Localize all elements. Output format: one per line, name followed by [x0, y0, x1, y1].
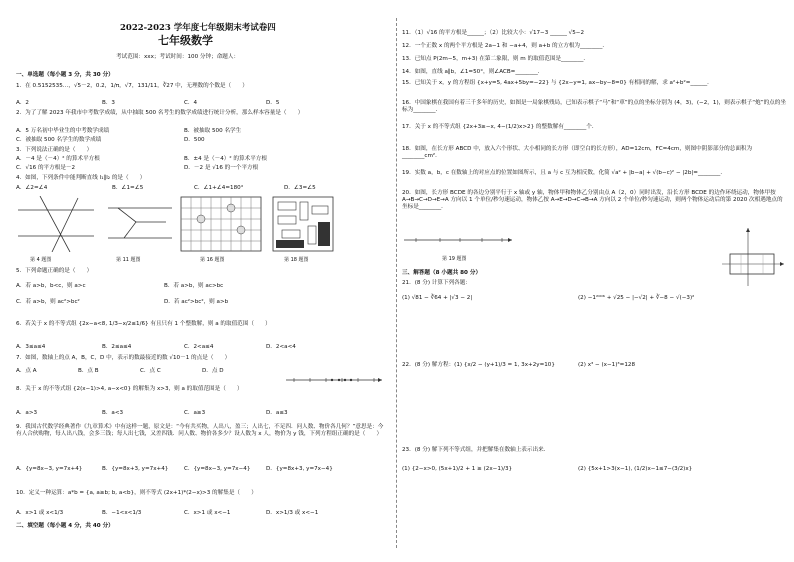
question-16: 16．中国象棋在我国有着三千多年的历史，如图是一局象棋残局，已知表示棋子“马”和“車”的点的坐标分别为 (4，3)，(−2，1)，则表示棋子“炮”的点的坐标为________．: [402, 100, 786, 113]
question-11: 11．（1）√16 的平方根是______；（2）比较大小：√17−3 ______ √5−2: [402, 30, 585, 36]
question-23-part-2: (2) {5x+1>3(x−1), (1/2)x−1≤7−(3/2)x}: [578, 466, 693, 472]
question-9-option-a: A．{y=8x−3, y=7x+4}: [16, 466, 83, 472]
question-1-option-a: A．2: [16, 100, 29, 106]
question-3: 3．下列说法正确的是（ ）: [16, 147, 93, 153]
question-22: 22．(8 分) 解方程：(1) {x/2 − (y+1)/3 = 1, 3x+2y=10}: [402, 362, 555, 368]
question-4: 4．如图，下列条件中能判断直线 l₁∥l₂ 的是（ ）: [16, 175, 146, 181]
question-2-option-d: D．500: [184, 137, 205, 143]
question-12: 12．一个正数 x 的两个平方根是 2a−1 和 −a+4，则 a+b 的立方根为________．: [402, 43, 608, 49]
question-8-option-a: A．a>3: [16, 410, 38, 416]
question-3-option-a: A．－4 是（－4）² 的算术平方根: [16, 156, 100, 162]
question-2-option-c: C．被抽取 500 名学生的数学成绩: [16, 137, 102, 143]
question-3-option-c: C．√16 的平方根是－2: [16, 165, 76, 171]
question-21-part-2: (2) −1²⁰⁰⁶ + √25 − |−√2| + ∛−8 − √(−3)²: [578, 295, 695, 301]
exam-subtitle: 七年级数学: [158, 34, 213, 47]
question-3-option-d: D．－2 是 √16 的一个平方根: [184, 165, 259, 171]
question-10: 10．定义一种运算：a*b = {a, a≥b; b, a<b}，则不等式 (2x+1)*(2−x)>3 的解集是（ ）: [16, 490, 257, 496]
question-10-option-d: D．x>1/3 或 x<−1: [266, 510, 319, 516]
caption-q16: 第 16 题图: [200, 257, 225, 263]
question-7-option-c: C．点 C: [140, 368, 161, 374]
question-5-option-d: D．若 ac²>bc²，则 a>b: [164, 299, 229, 305]
question-8-option-c: C．a≥3: [184, 410, 206, 416]
figure-q4-parallel-lines: [18, 196, 94, 252]
caption-q19: 第 19 题图: [442, 256, 467, 262]
question-13: 13．已知点 P(2m−5，m+3) 在第二象限，则 m 的取值范围是________．: [402, 56, 590, 62]
question-21: 21．(8 分) 计算下列各题：: [402, 280, 471, 286]
question-1-option-d: D．5: [266, 100, 280, 106]
figure-q18-rectangles: [272, 196, 334, 252]
question-14: 14．如图，直线 a∥b，∠1=50°，则∠ACB=________．: [402, 69, 544, 75]
column-divider: [396, 18, 397, 548]
question-18: 18．如图，在长方形 ABCD 中，放入六个形状、大小相同的长方形（即空白的长方形），AD=12cm，FC=4cm，则图中阴影部分的总面积为________cm²．: [402, 146, 753, 159]
question-6: 6．若关于 x 的不等式组 {2x−a<8, 1/3−x/2≤1/6} 有且只有 1 个整数解，则 a 的取值范围（ ）: [16, 321, 271, 327]
figure-q20-coordinate-rectangle: [720, 226, 786, 288]
question-17: 17．关于 x 的不等式组 {2x+3≥−x, 4−(1/2)x>2} 的整数解有________个．: [402, 124, 598, 130]
section-title-answer: 三、解答题（8 小题共 80 分）: [402, 270, 482, 276]
figure-q16-chessboard: [180, 196, 262, 252]
question-1-option-b: B．3: [102, 100, 115, 106]
question-6-option-d: D．2<a<4: [266, 344, 296, 350]
exam-title: 2022-2023 学年度七年级期末考试卷四: [120, 23, 276, 33]
question-5: 5．下列命题正确的是（ ）: [16, 268, 93, 274]
question-7-option-b: B．点 B: [78, 368, 99, 374]
question-21-part-1: (1) √81 − ∛64 + |√3 − 2|: [402, 295, 473, 301]
question-4-option-b: B．∠1=∠5: [112, 185, 144, 191]
question-2-option-a: A．5 万名初中毕业生的中考数学成绩: [16, 128, 110, 134]
question-4-option-a: A．∠2=∠4: [16, 185, 48, 191]
question-23-part-1: (1) {2−x>0, (5x+1)/2 + 1 ≥ (2x−1)/3}: [402, 466, 513, 472]
question-2-option-b: B．被抽取 500 名学生: [184, 128, 242, 134]
caption-q11: 第 11 题图: [116, 257, 141, 263]
question-5-option-c: C．若 a>b，则 ac²>bc²: [16, 299, 80, 305]
question-1-option-c: C．4: [184, 100, 198, 106]
figure-q19-number-line: [402, 230, 514, 250]
question-4-option-c: C．∠1+∠4=180°: [194, 185, 244, 191]
question-19: 19．实数 a，b，c 在数轴上的对应点的位置如图所示，且 a 与 c 互为相反数，化简 √a² + |b−a| + √(b−c)² − |2b|=________．: [402, 170, 726, 176]
question-9: 9．我国古代数学经典著作《九章算术》中有这样一题，原文是：“今有共买物，人出八，盈三；人出七，不足四．问人数、物价各几何？”意思是：今有人合伙购物，每人出八钱，会多三钱；每人出七钱，又差四钱．问人数、物价各多少？设人数为 x 人，物价为 y 钱，下列方程组正确的是（ ）: [16, 424, 384, 437]
figure-q7-number-line: [284, 370, 384, 390]
exam-meta: 考试范围：xxx；考试时间：100 分钟；命题人：: [116, 54, 240, 60]
question-9-option-c: C．{y=8x−3, y=7x−4}: [184, 466, 251, 472]
question-8: 8．关于 x 的不等式组 {2(x−1)>4, a−x<0} 的解集为 x>3，则 a 的取值范围是（ ）: [16, 386, 243, 392]
question-22-part-2: (2) x³ − (x−1)³=128: [578, 362, 636, 368]
caption-q18: 第 18 题图: [284, 257, 309, 263]
question-20: 20．如图，长方形 BCDE 的各边分别平行于 x 轴或 y 轴，物体甲和物体乙分别由点 A（2，0）同时出发，沿长方形 BCDE 的边作环绕运动，物体甲按 A→B→C→D→E→A 方向以 1 个单位/秒匀速运动，物体乙按 A→E→D→C→B→A 方向以 2 个单位/秒匀速运动，则两个物体运动后的第 2020 次相遇地点的坐标是________．: [402, 190, 783, 210]
question-10-option-c: C．x>1 或 x<−1: [184, 510, 231, 516]
question-2: 2．为了了解 2023 年我市中考数学成绩，从中抽取 500 名考生的数学成绩进行统计分析，那么样本容量是（ ）: [16, 110, 304, 116]
caption-q4: 第 4 题图: [30, 257, 52, 263]
question-6-option-a: A．3≤a≤4: [16, 344, 46, 350]
question-15: 15．已知关于 x，y 的方程组 {x+y=5, 4ax+5by=−22} 与 {2x−y=1, ax−by−8=0} 有相同的解，求 a²+b²=______．: [402, 80, 713, 86]
section-title-single-choice: 一、单选题（每小题 3 分，共 30 分）: [16, 72, 114, 78]
section-title-fill-in: 二、填空题（每小题 4 分，共 40 分）: [16, 523, 114, 529]
question-6-option-c: C．2<a≤4: [184, 344, 214, 350]
question-9-option-b: B．{y=8x+3, y=7x+4}: [102, 466, 169, 472]
question-1: 1．在 0.5152535…，√5－2，0.2，1/π，√7，131/11，∛27 中，无理数的个数是（ ）: [16, 83, 248, 89]
question-6-option-b: B．2≤a≤4: [102, 344, 132, 350]
question-3-option-b: B．±4 是（－4）² 的算术平方根: [184, 156, 267, 162]
question-8-option-d: D．a≤3: [266, 410, 288, 416]
question-7-option-d: D．点 D: [202, 368, 224, 374]
question-9-option-d: D．{y=8x+3, y=7x−4}: [266, 466, 333, 472]
question-7: 7．如图，数轴上的点 A，B，C，D 中，表示的数最接近的数 √10－1 的点是（ ）: [16, 355, 231, 361]
question-8-option-b: B．a<3: [102, 410, 124, 416]
question-7-option-a: A．点 A: [16, 368, 37, 374]
question-10-option-b: B．−1<x<1/3: [102, 510, 142, 516]
question-5-option-b: B．若 a>b，则 ac>bc: [164, 283, 224, 289]
figure-q11-angles: [108, 196, 172, 252]
question-10-option-a: A．x>1 或 x<1/3: [16, 510, 64, 516]
question-5-option-a: A．若 a>b，b<c，则 a>c: [16, 283, 86, 289]
question-23: 23．(8 分) 解下列不等式组，并把解集在数轴上表示出来．: [402, 447, 550, 453]
question-4-option-d: D．∠3=∠5: [284, 185, 316, 191]
